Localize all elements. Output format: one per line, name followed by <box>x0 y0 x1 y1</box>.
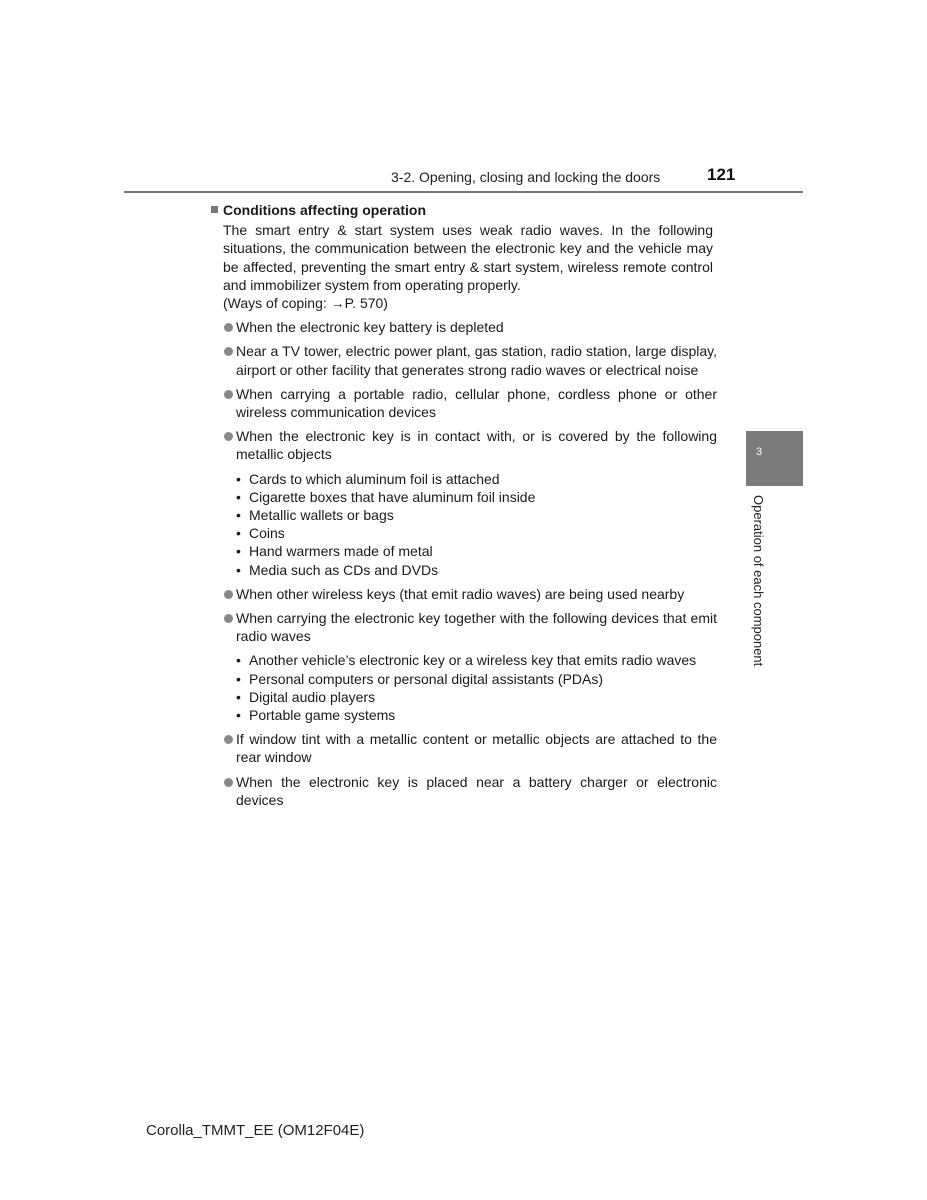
sub-list-item <box>236 670 720 688</box>
condition-item <box>236 730 717 766</box>
small-bullet-icon: • <box>236 470 241 487</box>
sub-list-item <box>236 506 720 524</box>
section-title: 3-2. Opening, closing and locking the doors <box>391 169 661 185</box>
condition-item <box>236 773 717 809</box>
sub-item-text: Cards to which aluminum foil is attached <box>249 470 500 487</box>
small-bullet-icon: • <box>236 670 241 687</box>
chapter-tab <box>746 431 803 486</box>
small-bullet-icon: • <box>236 561 241 578</box>
condition-text: If window tint with a metallic content or metallic objects are attached to the rear window <box>236 731 717 766</box>
sub-list-item <box>236 470 720 488</box>
round-bullet-icon <box>224 390 233 399</box>
round-bullet-icon <box>224 590 233 599</box>
sub-list-item <box>236 542 720 560</box>
chapter-number: 3 <box>756 446 763 458</box>
coping-reference: (Ways of coping: →P. 570) <box>223 295 388 312</box>
chapter-label: Operation of each component <box>751 495 766 667</box>
sub-list-item <box>236 561 720 579</box>
sub-list <box>236 470 720 579</box>
sub-item-text: Portable game systems <box>249 707 396 724</box>
sub-list <box>236 651 720 724</box>
sub-list-item <box>236 524 720 542</box>
condition-item <box>236 585 717 603</box>
small-bullet-icon: • <box>236 652 241 669</box>
condition-text: When other wireless keys (that emit radio waves) are being used nearby <box>236 585 685 602</box>
page-number: 121 <box>707 165 736 184</box>
condition-text: Near a TV tower, electric power plant, gas station, radio station, large display, airport or other facility that generates strong radio waves or electrical noise <box>236 343 717 378</box>
sub-list-item <box>236 688 720 706</box>
condition-item <box>236 385 717 421</box>
condition-item <box>236 318 717 336</box>
section-heading-text: Conditions affecting operation <box>223 202 426 218</box>
small-bullet-icon: • <box>236 707 241 724</box>
round-bullet-icon <box>224 432 233 441</box>
condition-text: When carrying a portable radio, cellular phone, cordless phone or other wireless communication devices <box>236 385 717 421</box>
small-bullet-icon: • <box>236 525 241 542</box>
sub-list-item <box>236 651 720 669</box>
round-bullet-icon <box>224 323 233 332</box>
main-content <box>210 201 720 809</box>
condition-item <box>236 609 717 645</box>
sub-item-text: Digital audio players <box>249 688 376 705</box>
intro-paragraph <box>223 221 713 312</box>
round-bullet-icon <box>224 347 233 356</box>
document-footer: Corolla_TMMT_EE (OM12F04E) <box>146 1122 365 1139</box>
sub-item-text: Coins <box>249 525 285 542</box>
sub-item-text: Hand warmers made of metal <box>249 543 433 560</box>
sub-list-item <box>236 488 720 506</box>
sub-item-text: Personal computers or personal digital assistants (PDAs) <box>249 670 604 687</box>
intro-text: The smart entry & start system uses weak radio waves. In the following situations, the communication between the electronic key and the vehicle may be affected, preventing the smart entry & start system, wireless remote control and immobilizer system from operating properly. <box>223 222 713 293</box>
small-bullet-icon: • <box>236 507 241 524</box>
small-bullet-icon: • <box>236 543 241 560</box>
section-heading <box>210 201 720 219</box>
sub-item-text: Cigarette boxes that have aluminum foil inside <box>249 488 536 505</box>
round-bullet-icon <box>224 735 233 744</box>
sub-item-text: Metallic wallets or bags <box>249 507 394 524</box>
small-bullet-icon: • <box>236 688 241 705</box>
small-bullet-icon: • <box>236 488 241 505</box>
square-bullet-icon <box>211 206 218 213</box>
condition-item <box>236 427 717 463</box>
sub-item-text: Another vehicle’s electronic key or a wireless key that emits radio waves <box>249 652 697 669</box>
condition-text: When carrying the electronic key together with the following devices that emit radio waves <box>236 610 717 645</box>
header-divider <box>124 191 803 193</box>
condition-text: When the electronic key is in contact with, or is covered by the following metallic objects <box>236 428 717 463</box>
round-bullet-icon <box>224 778 233 787</box>
conditions-list <box>210 318 720 809</box>
sub-item-text: Media such as CDs and DVDs <box>249 561 439 578</box>
condition-text: When the electronic key is placed near a battery charger or electronic devices <box>236 773 717 808</box>
condition-item <box>236 342 717 378</box>
sub-list-item <box>236 706 720 724</box>
round-bullet-icon <box>224 614 233 623</box>
condition-text: When the electronic key battery is depleted <box>236 319 504 336</box>
